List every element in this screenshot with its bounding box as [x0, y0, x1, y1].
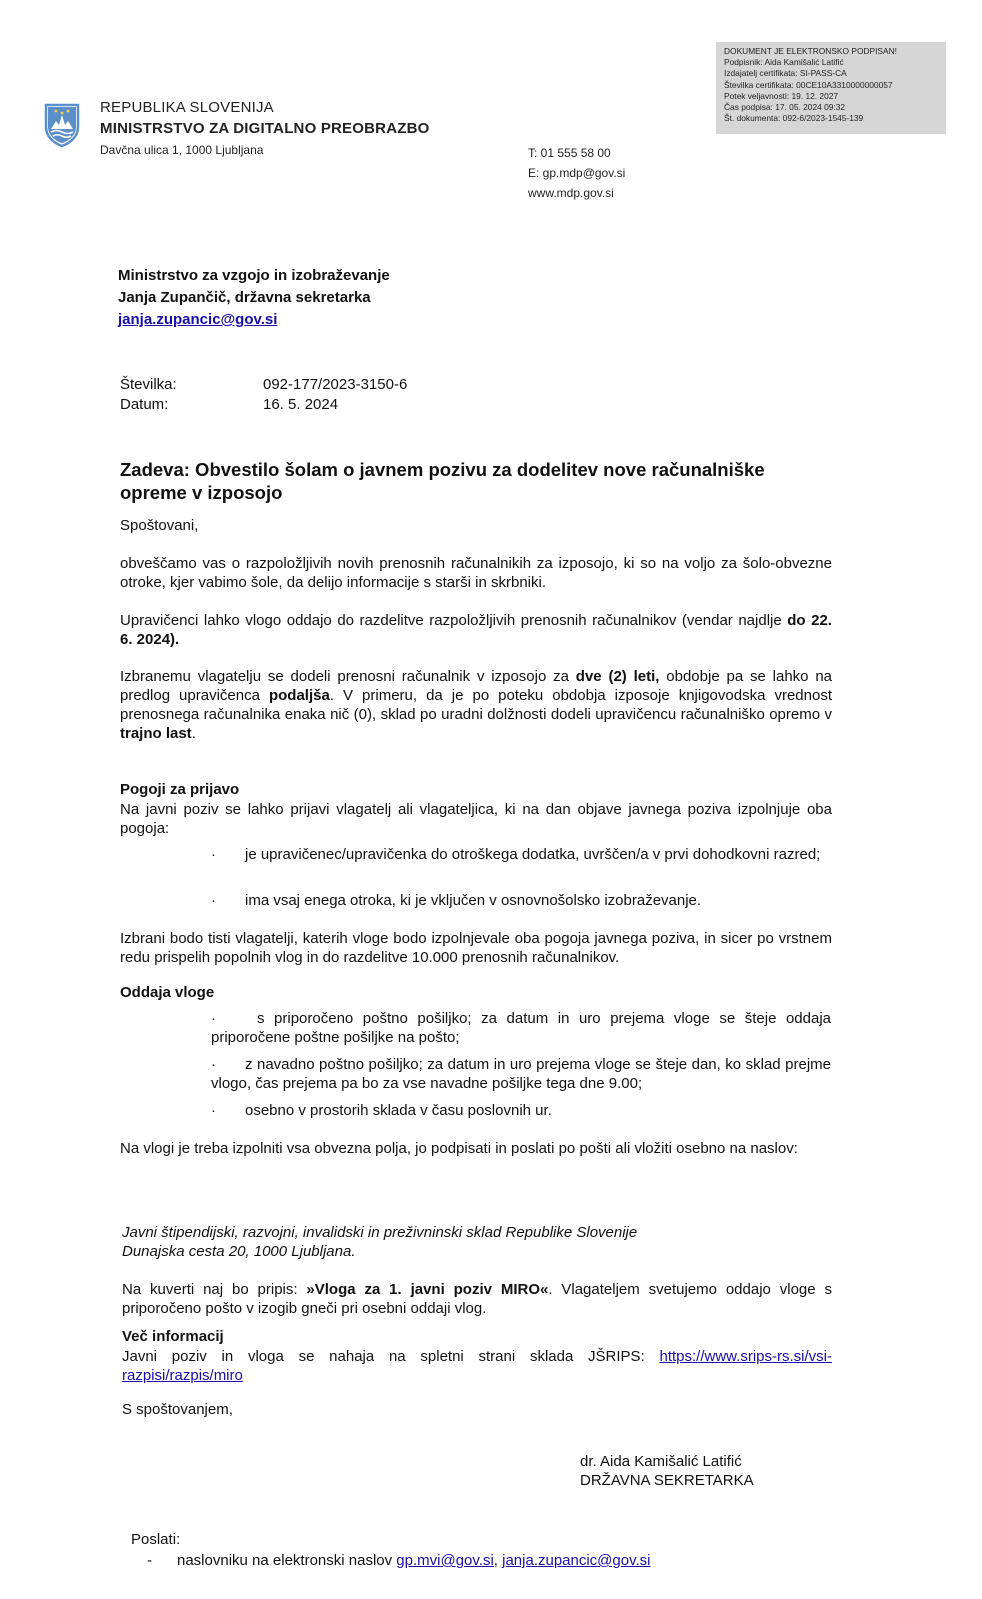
distribution-label: Poslati:	[131, 1531, 181, 1548]
list-item: · je upravičenec/upravičenka do otroškega dodatka, uvrščen/a v prvi dohodkovni razred;	[211, 846, 821, 863]
sig-line: DOKUMENT JE ELEKTRONSKO PODPISAN!	[724, 46, 897, 56]
paragraph-more-info: Javni poziv in vloga se nahaja na spletni strani sklada JŠRIPS: https://www.srips-rs.si/vsi-razpisi/razpis/miro	[122, 1348, 832, 1384]
closing: S spoštovanjem,	[122, 1401, 233, 1418]
list-item: · s priporočeno poštno pošiljko; za datum in uro prejema vloge se šteje oddaja priporočene poštne pošiljke na pošto;	[211, 1010, 831, 1046]
list-item: · osebno v prostorih sklada v času poslovnih ur.	[211, 1102, 552, 1119]
subject-heading: Zadeva: Obvestilo šolam o javnem pozivu za dodelitev nove računalniške opreme v izposojo	[120, 459, 765, 503]
header-republic: REPUBLIKA SLOVENIJA	[100, 99, 274, 116]
date-label: Datum:	[120, 396, 169, 413]
fund-name: Javni štipendijski, razvojni, invalidski in preživninski sklad Republike Slovenije	[122, 1224, 638, 1241]
recipient-block	[118, 265, 390, 331]
fund-address: Dunajska cesta 20, 1000 Ljubljana.	[122, 1243, 356, 1260]
header-ministry: MINISTRSTVO ZA DIGITALNO PREOBRAZBO	[100, 120, 430, 137]
document-meta	[120, 375, 407, 415]
sig-line: Podpisnik: Aida Kamišalić Latifić	[724, 57, 844, 68]
contact-phone: T: 01 555 58 00	[528, 146, 611, 160]
recipient-org: Ministrstvo za vzgojo in izobraževanje	[118, 267, 390, 284]
distribution-block	[131, 1529, 650, 1571]
greeting: Spoštovani,	[120, 517, 199, 534]
paragraph-instructions: Na vlogi je treba izpolniti vsa obvezna polja, jo podpisati in poslati po pošti ali vložiti osebno na naslov:	[120, 1140, 798, 1157]
signatory-name: dr. Aida Kamišalić Latifić	[580, 1453, 742, 1470]
srips-link[interactable]: https://www.srips-rs.si/vsi-razpisi/razpis/miro	[122, 1348, 832, 1384]
signatory-title: DRŽAVNA SEKRETARKA	[580, 1472, 754, 1489]
sig-line: Čas podpisa: 17. 05. 2024 09:32	[724, 102, 846, 113]
signatory-block	[580, 1452, 754, 1490]
paragraph-envelope: Na kuverti naj bo pripis: »Vloga za 1. javni poziv MIRO«. Vlagateljem svetujemo oddajo vloge s priporočeno pošto v izogib gneči pri osebni oddaji vlog.	[122, 1281, 832, 1317]
coat-of-arms-icon	[44, 103, 80, 147]
recipient-person: Janja Zupančič, državna sekretarka	[118, 289, 371, 306]
section-heading-submission: Oddaja vloge	[120, 984, 215, 1001]
section-heading-more-info: Več informacij	[122, 1328, 224, 1345]
header-contact	[528, 143, 625, 203]
section-heading-conditions: Pogoji za prijavo	[120, 781, 240, 798]
distribution-item: - naslovniku na elektronski naslov gp.mvi@gov.si, janja.zupancic@gov.si	[147, 1552, 651, 1569]
paragraph-intro: obveščamo vas o razpoložljivih novih prenosnih računalnikih za izposojo, ki so na voljo za šolo-obvezne otroke, kjer vabimo šole, da delijo informacije s starši in skrbniki.	[120, 555, 832, 591]
contact-email: E: gp.mdp@gov.si	[528, 166, 626, 180]
sig-line: Št. dokumenta: 092-6/2023-1545-139	[724, 113, 864, 124]
paragraph-selection: Izbrani bodo tisti vlagatelji, katerih vloge bodo izpolnjevale oba pogoja javnega poziva, in sicer po vrstnem redu prispelih popolnih vlog in do razdelitve 10.000 prenosnih računalnikov.	[120, 930, 832, 966]
paragraph-conditions: Na javni poziv se lahko prijavi vlagatelj ali vlagateljica, ki na dan objave javnega poziva izpolnjuje oba pogoja:	[120, 801, 832, 837]
date-value: 16. 5. 2024	[263, 396, 339, 413]
sig-line: Številka certifikata: 00CE10A3310000000057	[724, 79, 893, 90]
header-address: Davčna ulica 1, 1000 Ljubljana	[100, 143, 264, 157]
digital-signature-box	[716, 42, 946, 134]
paragraph-loan-terms: Izbranemu vlagatelju se dodeli prenosni računalnik v izposojo za dve (2) leti, obdobje pa se lahko na predlog upravičenca podaljša. V primeru, da je po poteku obdobja izposoje knjigovodska vrednost prenosnega računalnika enaka nič (0), sklad po uradni dolžnosti dodeli upravičencu računalniško opremo v trajno last.	[120, 668, 833, 742]
sig-line: Potek veljavnosti: 19. 12. 2027	[724, 90, 839, 101]
list-item: · z navadno poštno pošiljko; za datum in uro prejema vloge se šteje dan, ko sklad prejme vlogo, čas prejema pa bo za vse navadne pošiljke tega dne 9.00;	[211, 1056, 831, 1092]
number-label: Številka:	[120, 376, 177, 393]
contact-web: www.mdp.gov.si	[528, 186, 614, 200]
email-link-zupancic[interactable]: janja.zupancic@gov.si	[502, 1552, 651, 1569]
paragraph-deadline: Upravičenci lahko vlogo oddajo do razdelitve razpoložljivih prenosnih računalnikov (vendar najdlje do 22. 6. 2024).	[120, 612, 832, 648]
list-item: · ima vsaj enega otroka, ki je vključen v osnovnošolsko izobraževanje.	[211, 892, 702, 909]
email-link-mvi[interactable]: gp.mvi@gov.si	[396, 1552, 494, 1569]
number-value: 092-177/2023-3150-6	[263, 376, 408, 393]
sig-line: Izdajatelj certifikata: SI-PASS-CA	[724, 68, 847, 79]
recipient-email-link[interactable]: janja.zupancic@gov.si	[118, 311, 278, 328]
